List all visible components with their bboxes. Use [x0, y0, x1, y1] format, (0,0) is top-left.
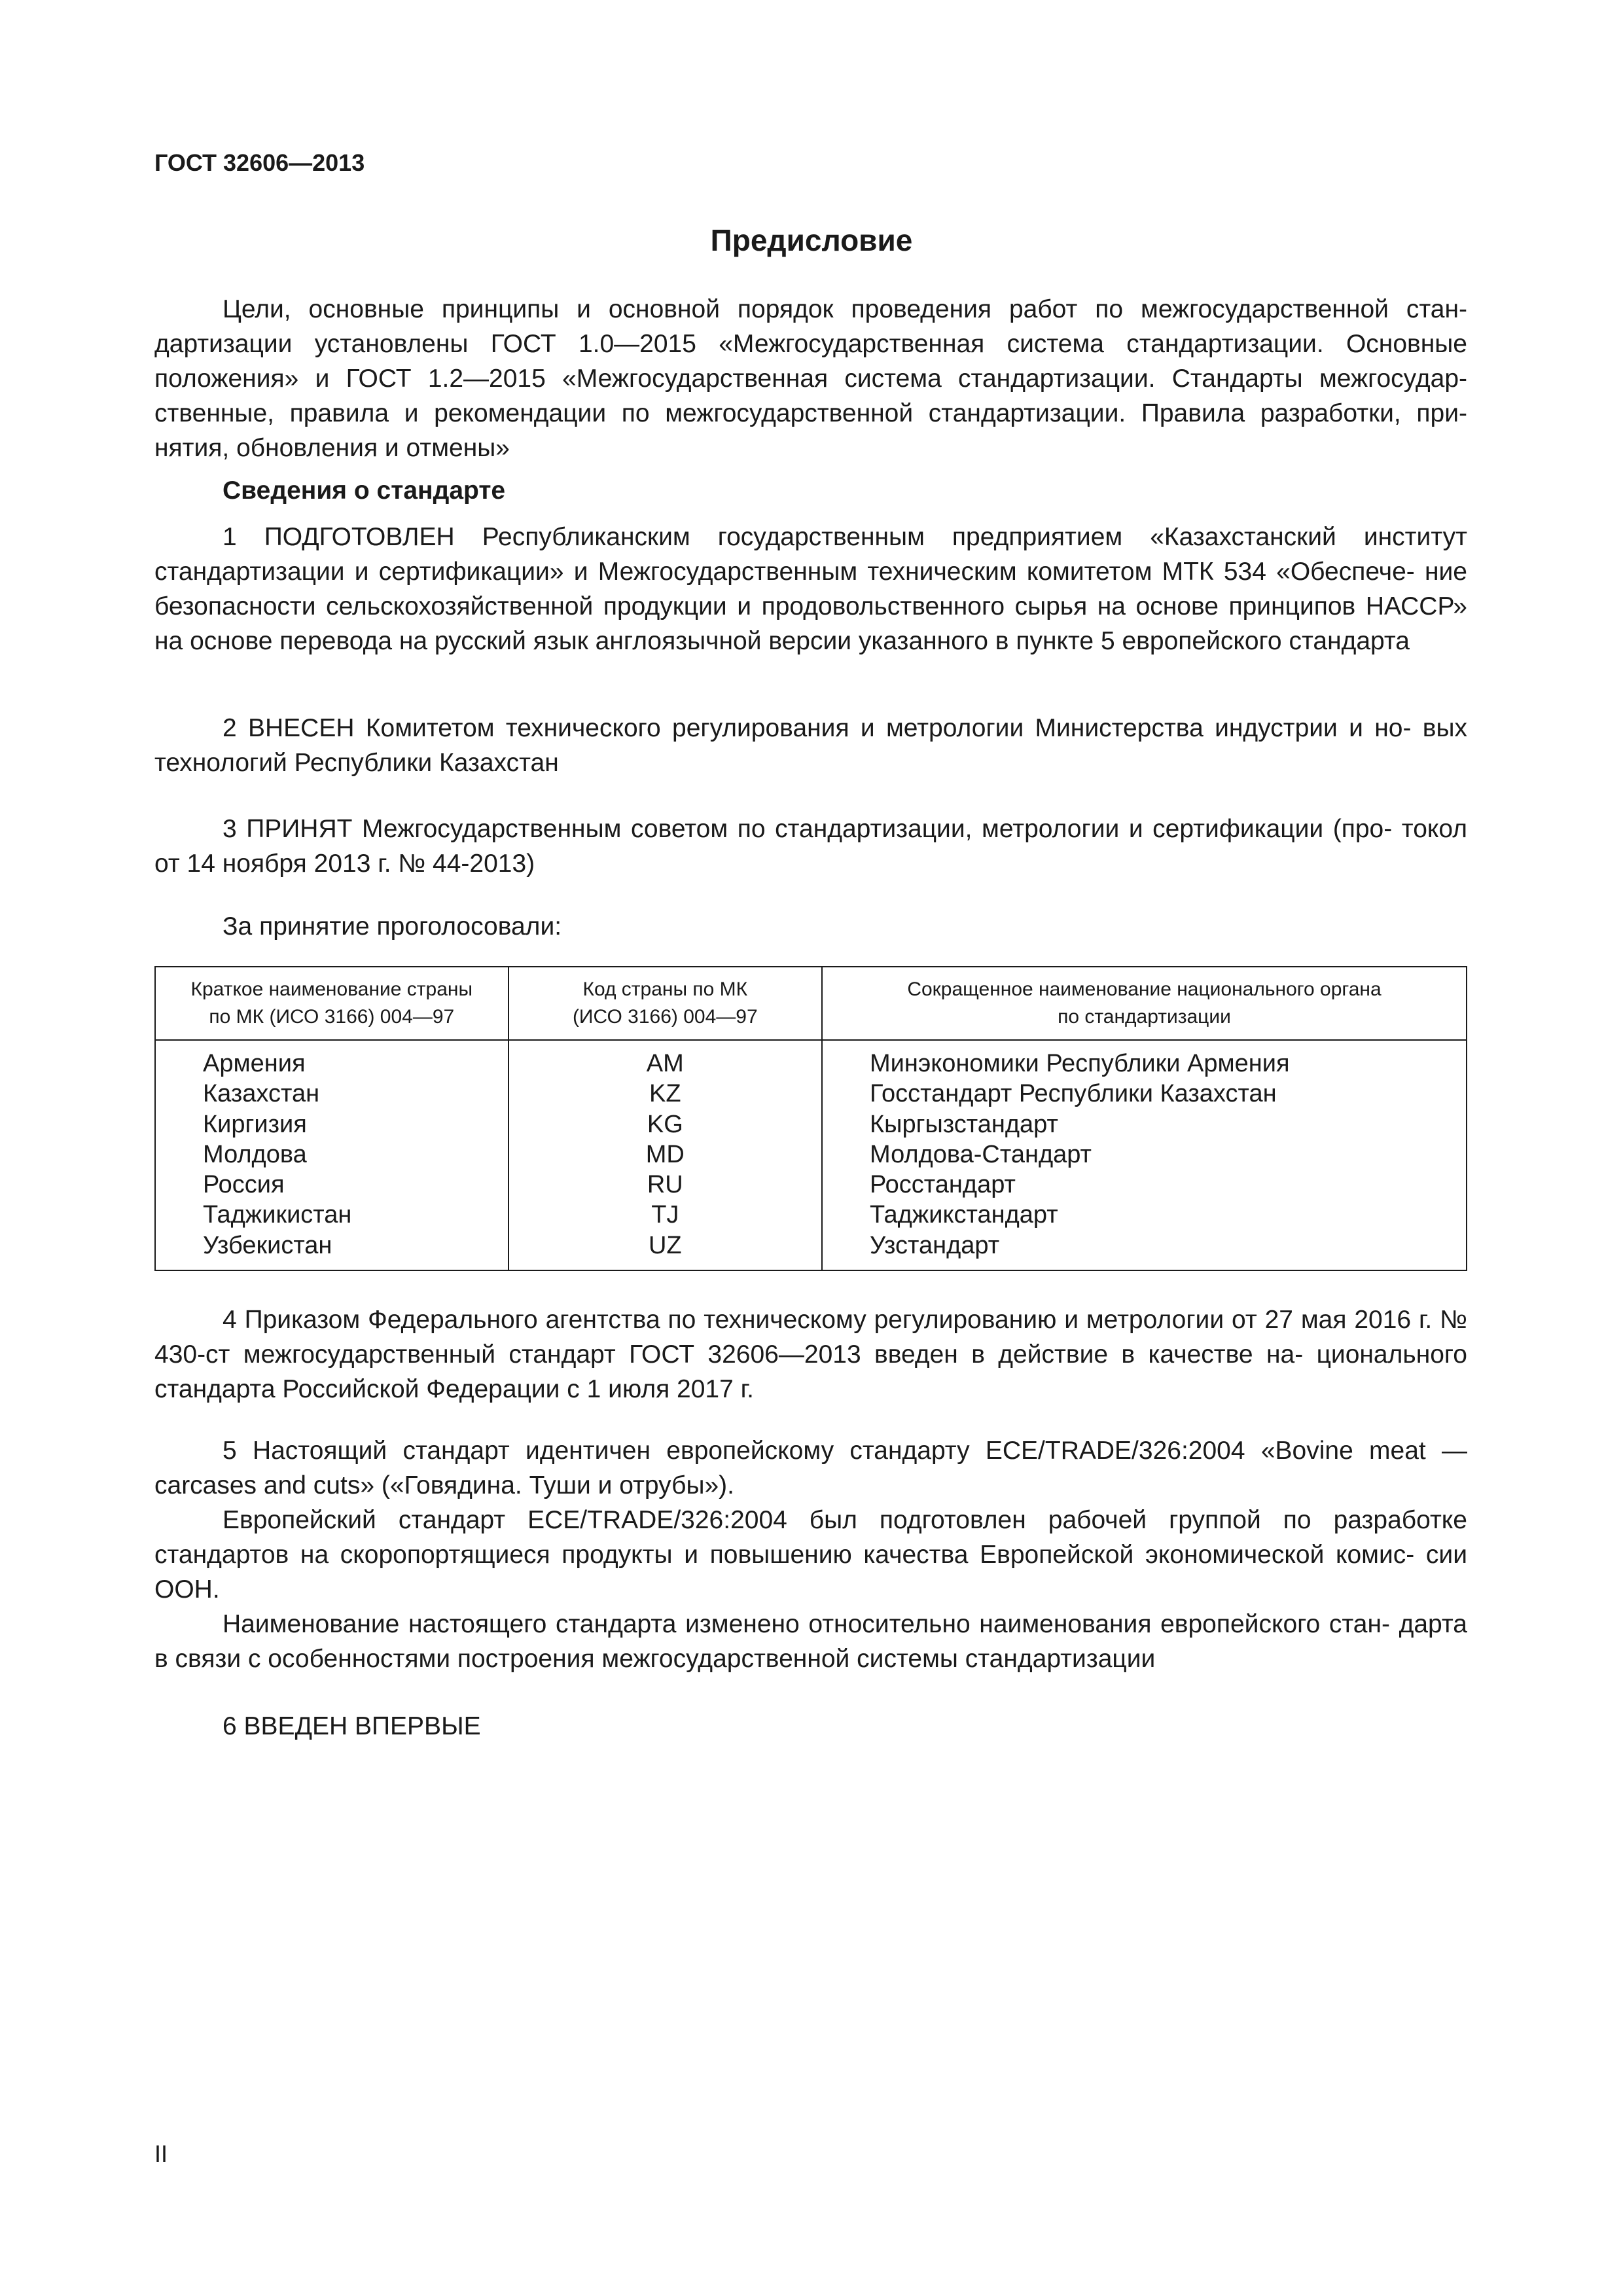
- document-code: ГОСТ 32606—2013: [154, 149, 365, 176]
- cell-code: KZ: [508, 1079, 822, 1109]
- item-4-paragraph: [154, 1302, 1467, 1407]
- item-3-line: токол от 14 ноября 2013 г. № 44-2013): [154, 815, 1467, 878]
- cell-code: KG: [508, 1109, 822, 1139]
- cell-code: MD: [508, 1139, 822, 1170]
- item-1-line: ние безопасности сельскохозяйственной продукции и продовольственного сырья на основе принципов: [154, 558, 1467, 620]
- cell-body: Таджикстандарт: [822, 1200, 1467, 1230]
- item-4-line: 4 Приказом Федерального агентства по техническому регулированию и метрологии от 27 мая: [223, 1306, 1347, 1334]
- intro-line: положения» и ГОСТ 1.2—2015 «Межгосударственная система стандартизации. Стандарты межгосудар-: [154, 365, 1467, 393]
- cell-body: Росстандарт: [822, 1170, 1467, 1200]
- cell-body: Госстандарт Республики Казахстан: [822, 1079, 1467, 1109]
- cell-code: TJ: [508, 1200, 822, 1230]
- table-row: [155, 1170, 1467, 1200]
- item-1-line: стандарта: [1289, 627, 1410, 655]
- cell-code: UZ: [508, 1230, 822, 1270]
- item-1-line: стандартизации и сертификации» и Межгосударственным техническим комитетом МТК 534 «Обеспече-: [154, 558, 1415, 586]
- table-row: [155, 1139, 1467, 1170]
- voting-table: [154, 966, 1467, 1271]
- intro-line: Цели, основные принципы и основной порядок проведения работ по межгосударственной стан-: [223, 295, 1467, 323]
- cell-country: Киргизия: [155, 1109, 508, 1139]
- table-row: [155, 1200, 1467, 1230]
- cell-country: Россия: [155, 1170, 508, 1200]
- item-5-paragraph-2: [154, 1503, 1467, 1607]
- item-5-line: carcases and cuts» («Говядина. Туши и отрубы»).: [154, 1471, 734, 1499]
- page-title: Предисловие: [710, 223, 913, 257]
- item-5-paragraph-3: [154, 1607, 1467, 1676]
- item-4-line: 2016 г. № 430-ст межгосударственный стандарт ГОСТ 32606—2013 введен в действие в качестве на-: [154, 1306, 1467, 1369]
- item-3-line: 3 ПРИНЯТ Межгосударственным советом по стандартизации, метрологии и сертификации (про-: [223, 815, 1393, 843]
- item-5-line: 5 Настоящий стандарт идентичен европейскому стандарту ECE/TRADE/326:2004 «Bovine meat —: [223, 1437, 1467, 1465]
- table-row: [155, 1040, 1467, 1079]
- cell-country: Армения: [155, 1040, 508, 1079]
- item-5-line: сии ООН.: [154, 1541, 1467, 1604]
- table-row: [155, 1230, 1467, 1270]
- cell-country: Узбекистан: [155, 1230, 508, 1270]
- item-2-line: вых технологий Республики Казахстан: [154, 714, 1467, 777]
- intro-paragraph: [154, 292, 1467, 465]
- table-header-row: [155, 967, 1467, 1040]
- item-4-line: ционального стандарта Российской Федерации с 1 июля 2017 г.: [154, 1340, 1467, 1403]
- item-3-paragraph: [154, 812, 1467, 881]
- item-5-line: стандартов на скоропортящиеся продукты и повышению качества Европейской экономической комис-: [154, 1541, 1415, 1569]
- intro-line: ственные, правила и рекомендации по межгосударственной стандартизации. Правила разработки, при-: [154, 399, 1467, 427]
- header-body: Сокращенное наименование национального органа по стандартизации: [822, 967, 1467, 1040]
- intro-line: дартизации установлены ГОСТ 1.0—2015 «Межгосударственная система стандартизации. Основные: [154, 330, 1467, 358]
- item-1-line: 1 ПОДГОТОВЛЕН Республиканским государственным предприятием «Казахстанский институт: [223, 523, 1467, 551]
- cell-code: RU: [508, 1170, 822, 1200]
- info-heading: Сведения о стандарте: [223, 476, 506, 505]
- cell-body: Минэкономики Республики Армения: [822, 1040, 1467, 1079]
- table-row: [155, 1109, 1467, 1139]
- item-5-line: Наименование настоящего стандарта изменено относительно наименования европейского стан-: [223, 1610, 1390, 1638]
- cell-country: Казахстан: [155, 1079, 508, 1109]
- page-number: II: [154, 2140, 168, 2167]
- voted-label: За принятие проголосовали:: [223, 912, 562, 941]
- cell-body: Узстандарт: [822, 1230, 1467, 1270]
- header-country: Краткое наименование страны по МК (ИСО 3166) 004—97: [155, 967, 508, 1040]
- cell-country: Молдова: [155, 1139, 508, 1170]
- item-5-line: Европейский стандарт ECE/TRADE/326:2004 был подготовлен рабочей группой по разработке: [223, 1506, 1467, 1534]
- cell-code: AM: [508, 1040, 822, 1079]
- item-1-line: НАССР» на основе перевода на русский язык англоязычной версии указанного в пункте 5 европейского: [154, 592, 1467, 655]
- item-2-line: 2 ВНЕСЕН Комитетом технического регулирования и метрологии Министерства индустрии и но-: [223, 714, 1412, 742]
- cell-body: Молдова-Стандарт: [822, 1139, 1467, 1170]
- cell-country: Таджикистан: [155, 1200, 508, 1230]
- header-code: Код страны по МК (ИСО 3166) 004—97: [508, 967, 822, 1040]
- item-2-paragraph: [154, 711, 1467, 780]
- item-1-paragraph: [154, 520, 1467, 658]
- table-row: [155, 1079, 1467, 1109]
- item-6: 6 ВВЕДЕН ВПЕРВЫЕ: [223, 1712, 481, 1740]
- intro-line: нятия, обновления и отмены»: [154, 434, 510, 462]
- item-5-line: дарта в связи с особенностями построения межгосударственной системы стандартизации: [154, 1610, 1467, 1673]
- item-5-paragraph: [154, 1433, 1467, 1503]
- cell-body: Кыргызстандарт: [822, 1109, 1467, 1139]
